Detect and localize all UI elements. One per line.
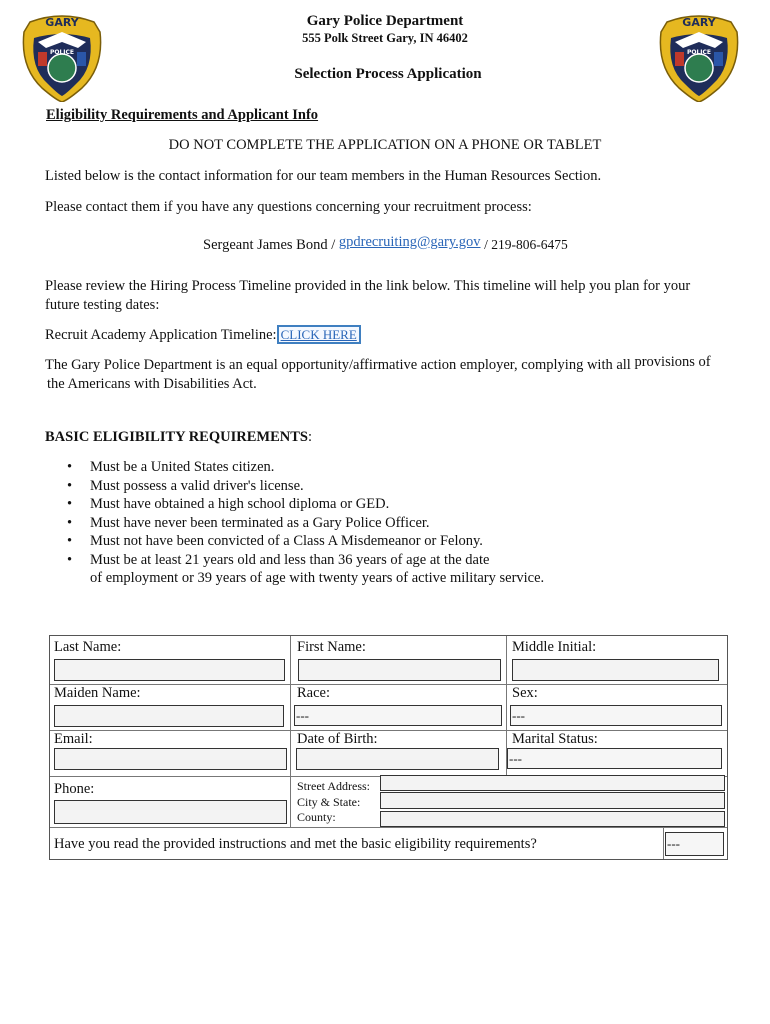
basic-heading-colon: : (307, 429, 312, 445)
applicant-form (49, 635, 728, 860)
dob-label: Date of Birth: (297, 731, 378, 747)
department-address (0, 31, 770, 46)
county-input[interactable] (380, 811, 725, 827)
phone-label: Phone: (54, 781, 95, 797)
list-item: • Must have obtained a high school diploma or GED. (67, 496, 390, 512)
basic-heading-text: BASIC ELIGIBILITY REQUIREMENTS (45, 429, 308, 445)
bullet-icon: • (67, 514, 73, 531)
first-name-input[interactable] (298, 659, 501, 681)
address-street: 555 Polk Street (302, 31, 384, 45)
svg-text:POLICE: POLICE (686, 49, 712, 56)
county-label: County: (297, 810, 336, 824)
contact-intro: Listed below is the contact information for our team members in the Human Resources Section. (45, 168, 602, 184)
email-input[interactable] (54, 748, 287, 770)
svg-text:POLICE: POLICE (49, 49, 75, 56)
bullet-icon: • (67, 477, 73, 494)
bullet-icon: • (67, 459, 73, 475)
row-divider (50, 827, 727, 828)
street-address-input[interactable] (380, 775, 725, 791)
middle-initial-input[interactable] (512, 659, 719, 681)
list-item: • Must be a United States citizen. (67, 459, 275, 475)
contact-prompt: Please contact them if you have any questions concerning your recruitment process: (45, 199, 532, 215)
last-name-input[interactable] (54, 659, 285, 681)
list-item: • Must possess a valid driver's license. (67, 477, 304, 494)
confirmation-select[interactable]: --- (665, 832, 724, 856)
marital-status-select[interactable]: --- (507, 748, 722, 769)
timeline-row (45, 326, 361, 345)
svg-text:GARY: GARY (45, 16, 79, 29)
list-item-continuation: of employment or 39 years of age with twenty years of active military service. (90, 570, 545, 586)
phone-input[interactable] (54, 800, 287, 824)
bullet-icon: • (67, 551, 73, 568)
section-heading: Eligibility Requirements and Applicant Info (46, 107, 319, 123)
requirements-list (45, 458, 725, 588)
column-divider (290, 636, 291, 827)
eeo-line-2: the Americans with Disabilities Act. (47, 376, 257, 392)
list-item: • Must be at least 21 years old and less than 36 years of age at the date (67, 551, 490, 568)
eeo-text-cont: provisions of (634, 354, 711, 370)
column-divider (663, 827, 664, 859)
email-label: Email: (54, 731, 93, 747)
contact-name: Sergeant James Bond / (203, 237, 336, 253)
timeline-intro-1: Please review the Hiring Process Timeline provided in the link below. This timeline will help you plan for your (45, 278, 691, 294)
contact-phone: / 219-806-6475 (484, 237, 568, 252)
sex-select[interactable]: --- (510, 705, 722, 726)
marital-status-label: Marital Status: (512, 731, 598, 747)
bullet-icon: • (67, 533, 73, 549)
middle-initial-label: Middle Initial: (512, 639, 597, 655)
basic-requirements-heading (45, 429, 312, 446)
row-divider (50, 730, 727, 731)
click-here-link[interactable]: CLICK HERE (277, 325, 361, 344)
eeo-text: The Gary Police Department is an equal opportunity/affirmative action employer, complying with all (45, 357, 631, 373)
address-city: Gary, IN 46402 (386, 31, 468, 45)
bullet-icon: • (67, 496, 73, 512)
race-label: Race: (297, 685, 331, 701)
confirmation-question: Have you read the provided instructions and met the basic eligibility requirements? (54, 836, 537, 852)
eeo-line-1 (45, 356, 711, 375)
contact-line (203, 235, 568, 255)
timeline-intro-2: future testing dates: (45, 297, 160, 313)
department-name: Gary Police Department (306, 13, 464, 29)
first-name-label: First Name: (297, 639, 366, 655)
svg-text:GARY: GARY (682, 16, 716, 29)
device-warning: DO NOT COMPLETE THE APPLICATION ON A PHONE OR TABLET (168, 137, 602, 153)
city-state-input[interactable] (380, 792, 725, 809)
race-select[interactable]: --- (294, 705, 502, 726)
timeline-label: Recruit Academy Application Timeline: (45, 327, 277, 343)
sex-label: Sex: (512, 685, 538, 701)
city-state-label: City & State: (297, 795, 361, 809)
last-name-label: Last Name: (54, 639, 122, 655)
list-item: • Must have never been terminated as a Gary Police Officer. (67, 514, 430, 531)
contact-email-link[interactable]: gpdrecruiting@gary.gov (338, 234, 481, 250)
dob-input[interactable] (296, 748, 499, 770)
maiden-name-input[interactable] (54, 705, 284, 727)
row-divider (50, 684, 727, 685)
list-item: • Must not have been convicted of a Class A Misdemeanor or Felony. (67, 533, 483, 549)
maiden-name-label: Maiden Name: (54, 685, 141, 701)
street-address-label: Street Address: (297, 779, 370, 793)
form-title: Selection Process Application (294, 66, 482, 82)
